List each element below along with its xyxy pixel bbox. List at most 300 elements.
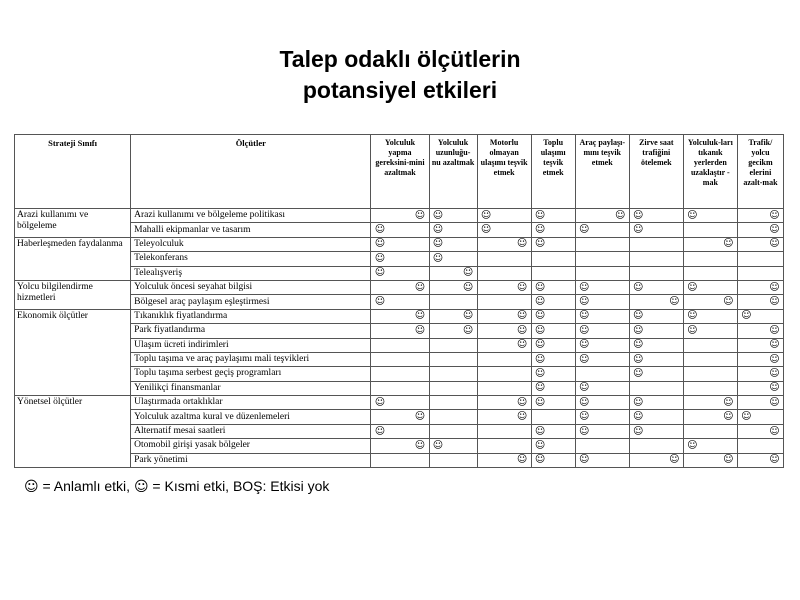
- impact-cell: [683, 396, 737, 410]
- impact-cell: [429, 453, 477, 467]
- impact-cell: [575, 295, 629, 309]
- impact-cell: [683, 266, 737, 280]
- impact-cell: [737, 367, 783, 381]
- impact-cell: [683, 223, 737, 237]
- measure-cell: Park yönetimi: [131, 453, 371, 467]
- smiley-icon: ☺: [769, 454, 780, 466]
- impact-table-container: [14, 134, 784, 468]
- smiley-icon: ☺: [432, 439, 444, 451]
- table-row: [15, 223, 784, 237]
- smiley-icon: ☺: [741, 310, 752, 322]
- header-impact-3: Motorlu olmayan ulaşımı teşvik etmek: [477, 135, 531, 209]
- header-impact-8: Trafik/ yolcu gecikm elerini azalt-mak: [737, 135, 783, 209]
- impact-cell: [683, 209, 737, 223]
- smiley-icon: ☺: [723, 454, 734, 466]
- smiley-icon: ☺: [432, 224, 444, 236]
- measure-cell: Yenilikçi finansmanlar: [131, 381, 371, 395]
- impact-cell: [477, 453, 531, 467]
- smiley-icon: ☺: [374, 238, 386, 250]
- smiley-icon: ☺: [432, 238, 444, 250]
- impact-cell: [683, 439, 737, 453]
- smiley-icon: ☺: [769, 296, 780, 308]
- table-row: [15, 396, 784, 410]
- impact-cell: [477, 439, 531, 453]
- smiley-icon: ☺: [769, 367, 780, 379]
- impact-cell: [531, 381, 575, 395]
- impact-cell: [575, 266, 629, 280]
- smiley-icon: ☺: [462, 267, 474, 279]
- impact-cell: [429, 396, 477, 410]
- impact-cell: [371, 367, 429, 381]
- smiley-significant-icon: ☺: [24, 479, 39, 495]
- impact-cell: [737, 324, 783, 338]
- impact-cell: [477, 410, 531, 424]
- smiley-icon: ☺: [516, 411, 528, 423]
- impact-cell: [629, 324, 683, 338]
- measure-cell: Ulaştırmada ortaklıklar: [131, 396, 371, 410]
- smiley-icon: ☺: [516, 310, 528, 322]
- impact-cell: [683, 309, 737, 323]
- measure-cell: Yolculuk azaltma kural ve düzenlemeleri: [131, 410, 371, 424]
- measure-cell: Alternatif mesai saatleri: [131, 424, 371, 438]
- impact-cell: [683, 237, 737, 251]
- impact-cell: [575, 453, 629, 467]
- impact-cell: [477, 352, 531, 366]
- smiley-icon: ☺: [687, 310, 698, 322]
- smiley-icon: ☺: [578, 296, 590, 308]
- impact-cell: [531, 396, 575, 410]
- measure-cell: Arazi kullanımı ve bölgeleme politikası: [131, 209, 371, 223]
- smiley-icon: ☺: [633, 396, 644, 408]
- smiley-icon: ☺: [578, 310, 590, 322]
- smiley-icon: ☺: [516, 396, 528, 408]
- smiley-icon: ☺: [687, 439, 698, 451]
- impact-cell: [531, 295, 575, 309]
- smiley-icon: ☺: [615, 209, 626, 221]
- impact-cell: [477, 209, 531, 223]
- impact-cell: [575, 237, 629, 251]
- impact-cell: [371, 381, 429, 395]
- table-header-row: [15, 135, 784, 209]
- impact-cell: [575, 338, 629, 352]
- header-impact-1: Yolculuk yapma gereksini-mini azaltmak: [371, 135, 429, 209]
- strategy-class-cell: Ekonomik ölçütler: [15, 309, 131, 395]
- impact-cell: [429, 410, 477, 424]
- impact-cell: [531, 309, 575, 323]
- smiley-icon: ☺: [578, 411, 590, 423]
- smiley-icon: ☺: [516, 281, 528, 293]
- impact-cell: [629, 237, 683, 251]
- impact-cell: [429, 367, 477, 381]
- impact-cell: [737, 223, 783, 237]
- impact-cell: [531, 266, 575, 280]
- measure-cell: Tıkanıklık fiyatlandırma: [131, 309, 371, 323]
- impact-cell: [477, 424, 531, 438]
- smiley-icon: ☺: [578, 281, 590, 293]
- impact-cell: [477, 396, 531, 410]
- impact-cell: [429, 424, 477, 438]
- impact-cell: [429, 439, 477, 453]
- impact-table: [14, 134, 784, 468]
- impact-cell: [371, 338, 429, 352]
- impact-cell: [629, 453, 683, 467]
- impact-cell: [629, 209, 683, 223]
- smiley-icon: ☺: [414, 281, 426, 293]
- impact-cell: [575, 252, 629, 266]
- impact-cell: [371, 309, 429, 323]
- impact-cell: [531, 352, 575, 366]
- impact-cell: [531, 439, 575, 453]
- impact-cell: [629, 367, 683, 381]
- impact-cell: [737, 453, 783, 467]
- smiley-icon: ☺: [462, 281, 474, 293]
- table-row: [15, 324, 784, 338]
- smiley-icon: ☺: [534, 425, 546, 437]
- impact-cell: [683, 295, 737, 309]
- impact-cell: [683, 252, 737, 266]
- impact-cell: [477, 324, 531, 338]
- impact-cell: [531, 252, 575, 266]
- impact-cell: [737, 295, 783, 309]
- table-row: [15, 295, 784, 309]
- impact-cell: [371, 280, 429, 294]
- impact-cell: [429, 352, 477, 366]
- smiley-icon: ☺: [534, 367, 546, 379]
- smiley-icon: ☺: [578, 382, 590, 394]
- impact-cell: [531, 223, 575, 237]
- table-row: [15, 410, 784, 424]
- impact-cell: [737, 424, 783, 438]
- smiley-icon: ☺: [534, 238, 546, 250]
- impact-cell: [683, 381, 737, 395]
- table-row: [15, 252, 784, 266]
- impact-cell: [429, 223, 477, 237]
- smiley-icon: ☺: [633, 353, 644, 365]
- smiley-icon: ☺: [669, 296, 680, 308]
- smiley-icon: ☺: [414, 310, 426, 322]
- impact-cell: [683, 367, 737, 381]
- smiley-icon: ☺: [578, 425, 590, 437]
- impact-cell: [575, 352, 629, 366]
- measure-cell: Mahalli ekipmanlar ve tasarım: [131, 223, 371, 237]
- impact-cell: [477, 295, 531, 309]
- smiley-icon: ☺: [432, 209, 444, 221]
- impact-cell: [371, 424, 429, 438]
- impact-cell: [737, 266, 783, 280]
- smiley-icon: ☺: [723, 411, 734, 423]
- smiley-partial-icon: ☺: [133, 479, 149, 495]
- smiley-icon: ☺: [633, 411, 644, 423]
- impact-cell: [575, 280, 629, 294]
- smiley-icon: ☺: [769, 238, 780, 250]
- smiley-icon: ☺: [414, 324, 426, 336]
- impact-cell: [531, 338, 575, 352]
- impact-cell: [737, 252, 783, 266]
- table-row: [15, 338, 784, 352]
- impact-cell: [429, 209, 477, 223]
- smiley-icon: ☺: [633, 425, 644, 437]
- smiley-icon: ☺: [723, 396, 734, 408]
- title-line-2: potansiyel etkileri: [302, 77, 498, 103]
- impact-cell: [371, 396, 429, 410]
- smiley-icon: ☺: [769, 382, 780, 394]
- table-row: [15, 352, 784, 366]
- smiley-icon: ☺: [723, 238, 734, 250]
- impact-cell: [429, 381, 477, 395]
- legend-partial-label: = Kısmi etki, BOŞ: Etkisi yok: [148, 478, 330, 494]
- header-impact-5: Araç paylaşı-mını teşvik etmek: [575, 135, 629, 209]
- impact-cell: [429, 237, 477, 251]
- title-line-1: Talep odaklı ölçütlerin: [279, 46, 521, 72]
- smiley-icon: ☺: [769, 209, 780, 221]
- smiley-icon: ☺: [769, 324, 780, 336]
- smiley-icon: ☺: [633, 310, 644, 322]
- impact-cell: [477, 266, 531, 280]
- measure-cell: Teleyolculuk: [131, 237, 371, 251]
- impact-cell: [683, 280, 737, 294]
- header-measures: Ölçütler: [131, 135, 371, 209]
- impact-cell: [629, 352, 683, 366]
- measure-cell: Telealışveriş: [131, 266, 371, 280]
- smiley-icon: ☺: [534, 396, 546, 408]
- impact-cell: [575, 324, 629, 338]
- smiley-icon: ☺: [516, 339, 528, 351]
- impact-cell: [477, 367, 531, 381]
- smiley-icon: ☺: [769, 425, 780, 437]
- impact-cell: [371, 223, 429, 237]
- impact-cell: [429, 266, 477, 280]
- impact-cell: [737, 338, 783, 352]
- impact-cell: [683, 453, 737, 467]
- measure-cell: Yolculuk öncesi seyahat bilgisi: [131, 280, 371, 294]
- impact-cell: [575, 410, 629, 424]
- impact-cell: [737, 237, 783, 251]
- impact-cell: [683, 410, 737, 424]
- measure-cell: Toplu taşıma serbest geçiş programları: [131, 367, 371, 381]
- smiley-icon: ☺: [432, 252, 444, 264]
- table-row: [15, 309, 784, 323]
- impact-cell: [429, 280, 477, 294]
- smiley-icon: ☺: [534, 439, 546, 451]
- table-row: [15, 280, 784, 294]
- impact-cell: [629, 338, 683, 352]
- impact-cell: [683, 424, 737, 438]
- table-row: [15, 453, 784, 467]
- smiley-icon: ☺: [534, 382, 546, 394]
- smiley-icon: ☺: [516, 238, 528, 250]
- smiley-icon: ☺: [578, 396, 590, 408]
- impact-cell: [683, 338, 737, 352]
- impact-cell: [477, 338, 531, 352]
- impact-cell: [477, 381, 531, 395]
- impact-cell: [429, 295, 477, 309]
- impact-cell: [629, 280, 683, 294]
- smiley-icon: ☺: [374, 267, 386, 279]
- impact-cell: [477, 223, 531, 237]
- smiley-icon: ☺: [741, 411, 752, 423]
- impact-cell: [531, 453, 575, 467]
- impact-cell: [683, 324, 737, 338]
- impact-cell: [575, 381, 629, 395]
- smiley-icon: ☺: [633, 281, 644, 293]
- table-row: [15, 209, 784, 223]
- impact-cell: [737, 209, 783, 223]
- legend: [24, 477, 329, 496]
- measure-cell: Toplu taşıma ve araç paylaşımı mali teşvikleri: [131, 352, 371, 366]
- impact-cell: [429, 309, 477, 323]
- impact-cell: [737, 381, 783, 395]
- measure-cell: Park fiyatlandırma: [131, 324, 371, 338]
- impact-cell: [531, 410, 575, 424]
- impact-cell: [629, 252, 683, 266]
- measure-cell: Telekonferans: [131, 252, 371, 266]
- impact-cell: [371, 453, 429, 467]
- smiley-icon: ☺: [534, 296, 546, 308]
- impact-cell: [575, 309, 629, 323]
- impact-cell: [737, 280, 783, 294]
- impact-cell: [371, 410, 429, 424]
- smiley-icon: ☺: [669, 454, 680, 466]
- impact-cell: [629, 295, 683, 309]
- table-row: [15, 266, 784, 280]
- impact-cell: [531, 424, 575, 438]
- smiley-icon: ☺: [769, 339, 780, 351]
- impact-cell: [575, 223, 629, 237]
- impact-cell: [737, 396, 783, 410]
- smiley-icon: ☺: [516, 324, 528, 336]
- impact-cell: [575, 424, 629, 438]
- impact-cell: [575, 439, 629, 453]
- measure-cell: Bölgesel araç paylaşım eşleştirmesi: [131, 295, 371, 309]
- strategy-class-cell: Haberleşmeden faydalanma: [15, 237, 131, 280]
- impact-cell: [629, 223, 683, 237]
- impact-cell: [629, 381, 683, 395]
- smiley-icon: ☺: [462, 310, 474, 322]
- impact-cell: [737, 439, 783, 453]
- smiley-icon: ☺: [578, 324, 590, 336]
- smiley-icon: ☺: [534, 209, 546, 221]
- impact-cell: [477, 252, 531, 266]
- impact-cell: [531, 237, 575, 251]
- smiley-icon: ☺: [462, 324, 474, 336]
- smiley-icon: ☺: [578, 339, 590, 351]
- impact-cell: [531, 367, 575, 381]
- impact-cell: [575, 396, 629, 410]
- smiley-icon: ☺: [578, 224, 590, 236]
- impact-cell: [575, 367, 629, 381]
- impact-cell: [531, 324, 575, 338]
- smiley-icon: ☺: [374, 425, 386, 437]
- smiley-icon: ☺: [374, 296, 386, 308]
- header-impact-7: Yolculuk-ları tıkanık yerlerden uzaklaştır -mak: [683, 135, 737, 209]
- header-impact-4: Toplu ulaşımı teşvik etmek: [531, 135, 575, 209]
- impact-cell: [429, 338, 477, 352]
- smiley-icon: ☺: [578, 353, 590, 365]
- smiley-icon: ☺: [374, 252, 386, 264]
- smiley-icon: ☺: [769, 353, 780, 365]
- smiley-icon: ☺: [480, 224, 492, 236]
- measure-cell: Ulaşım ücreti indirimleri: [131, 338, 371, 352]
- legend-significant-label: = Anlamlı etki,: [38, 478, 134, 494]
- impact-cell: [477, 280, 531, 294]
- impact-cell: [629, 424, 683, 438]
- smiley-icon: ☺: [534, 224, 546, 236]
- impact-cell: [477, 309, 531, 323]
- smiley-icon: ☺: [769, 281, 780, 293]
- header-impact-2: Yolculuk uzunluğu-nu azaltmak: [429, 135, 477, 209]
- strategy-class-cell: Arazi kullanımı ve bölgeleme: [15, 209, 131, 238]
- smiley-icon: ☺: [687, 281, 698, 293]
- impact-cell: [371, 439, 429, 453]
- smiley-icon: ☺: [516, 454, 528, 466]
- impact-cell: [371, 266, 429, 280]
- impact-cell: [531, 209, 575, 223]
- strategy-class-cell: Yolcu bilgilendirme hizmetleri: [15, 280, 131, 309]
- smiley-icon: ☺: [534, 324, 546, 336]
- smiley-icon: ☺: [687, 324, 698, 336]
- smiley-icon: ☺: [534, 281, 546, 293]
- smiley-icon: ☺: [633, 367, 644, 379]
- impact-cell: [629, 309, 683, 323]
- smiley-icon: ☺: [374, 224, 386, 236]
- impact-cell: [371, 352, 429, 366]
- impact-cell: [371, 209, 429, 223]
- smiley-icon: ☺: [534, 454, 546, 466]
- smiley-icon: ☺: [534, 310, 546, 322]
- smiley-icon: ☺: [723, 296, 734, 308]
- table-row: [15, 381, 784, 395]
- impact-cell: [629, 410, 683, 424]
- smiley-icon: ☺: [414, 439, 426, 451]
- impact-cell: [629, 266, 683, 280]
- impact-cell: [737, 309, 783, 323]
- smiley-icon: ☺: [480, 209, 492, 221]
- smiley-icon: ☺: [374, 396, 386, 408]
- impact-cell: [429, 324, 477, 338]
- measure-cell: Otomobil girişi yasak bölgeler: [131, 439, 371, 453]
- smiley-icon: ☺: [769, 224, 780, 236]
- smiley-icon: ☺: [633, 324, 644, 336]
- impact-cell: [531, 280, 575, 294]
- smiley-icon: ☺: [769, 396, 780, 408]
- table-row: [15, 367, 784, 381]
- smiley-icon: ☺: [633, 339, 644, 351]
- impact-cell: [683, 352, 737, 366]
- slide-title: [0, 44, 800, 106]
- smiley-icon: ☺: [578, 454, 590, 466]
- impact-cell: [629, 396, 683, 410]
- table-body: [15, 209, 784, 468]
- smiley-icon: ☺: [534, 353, 546, 365]
- impact-cell: [737, 352, 783, 366]
- strategy-class-cell: Yönetsel ölçütler: [15, 396, 131, 468]
- smiley-icon: ☺: [534, 339, 546, 351]
- header-impact-6: Zirve saat trafiğini ötelemek: [629, 135, 683, 209]
- smiley-icon: ☺: [414, 411, 426, 423]
- impact-cell: [371, 237, 429, 251]
- header-strategy-class: Strateji Sınıfı: [15, 135, 131, 209]
- smiley-icon: ☺: [687, 209, 698, 221]
- impact-cell: [477, 237, 531, 251]
- impact-cell: [737, 410, 783, 424]
- smiley-icon: ☺: [633, 209, 644, 221]
- impact-cell: [429, 252, 477, 266]
- table-row: [15, 424, 784, 438]
- impact-cell: [629, 439, 683, 453]
- impact-cell: [575, 209, 629, 223]
- table-row: [15, 439, 784, 453]
- table-row: [15, 237, 784, 251]
